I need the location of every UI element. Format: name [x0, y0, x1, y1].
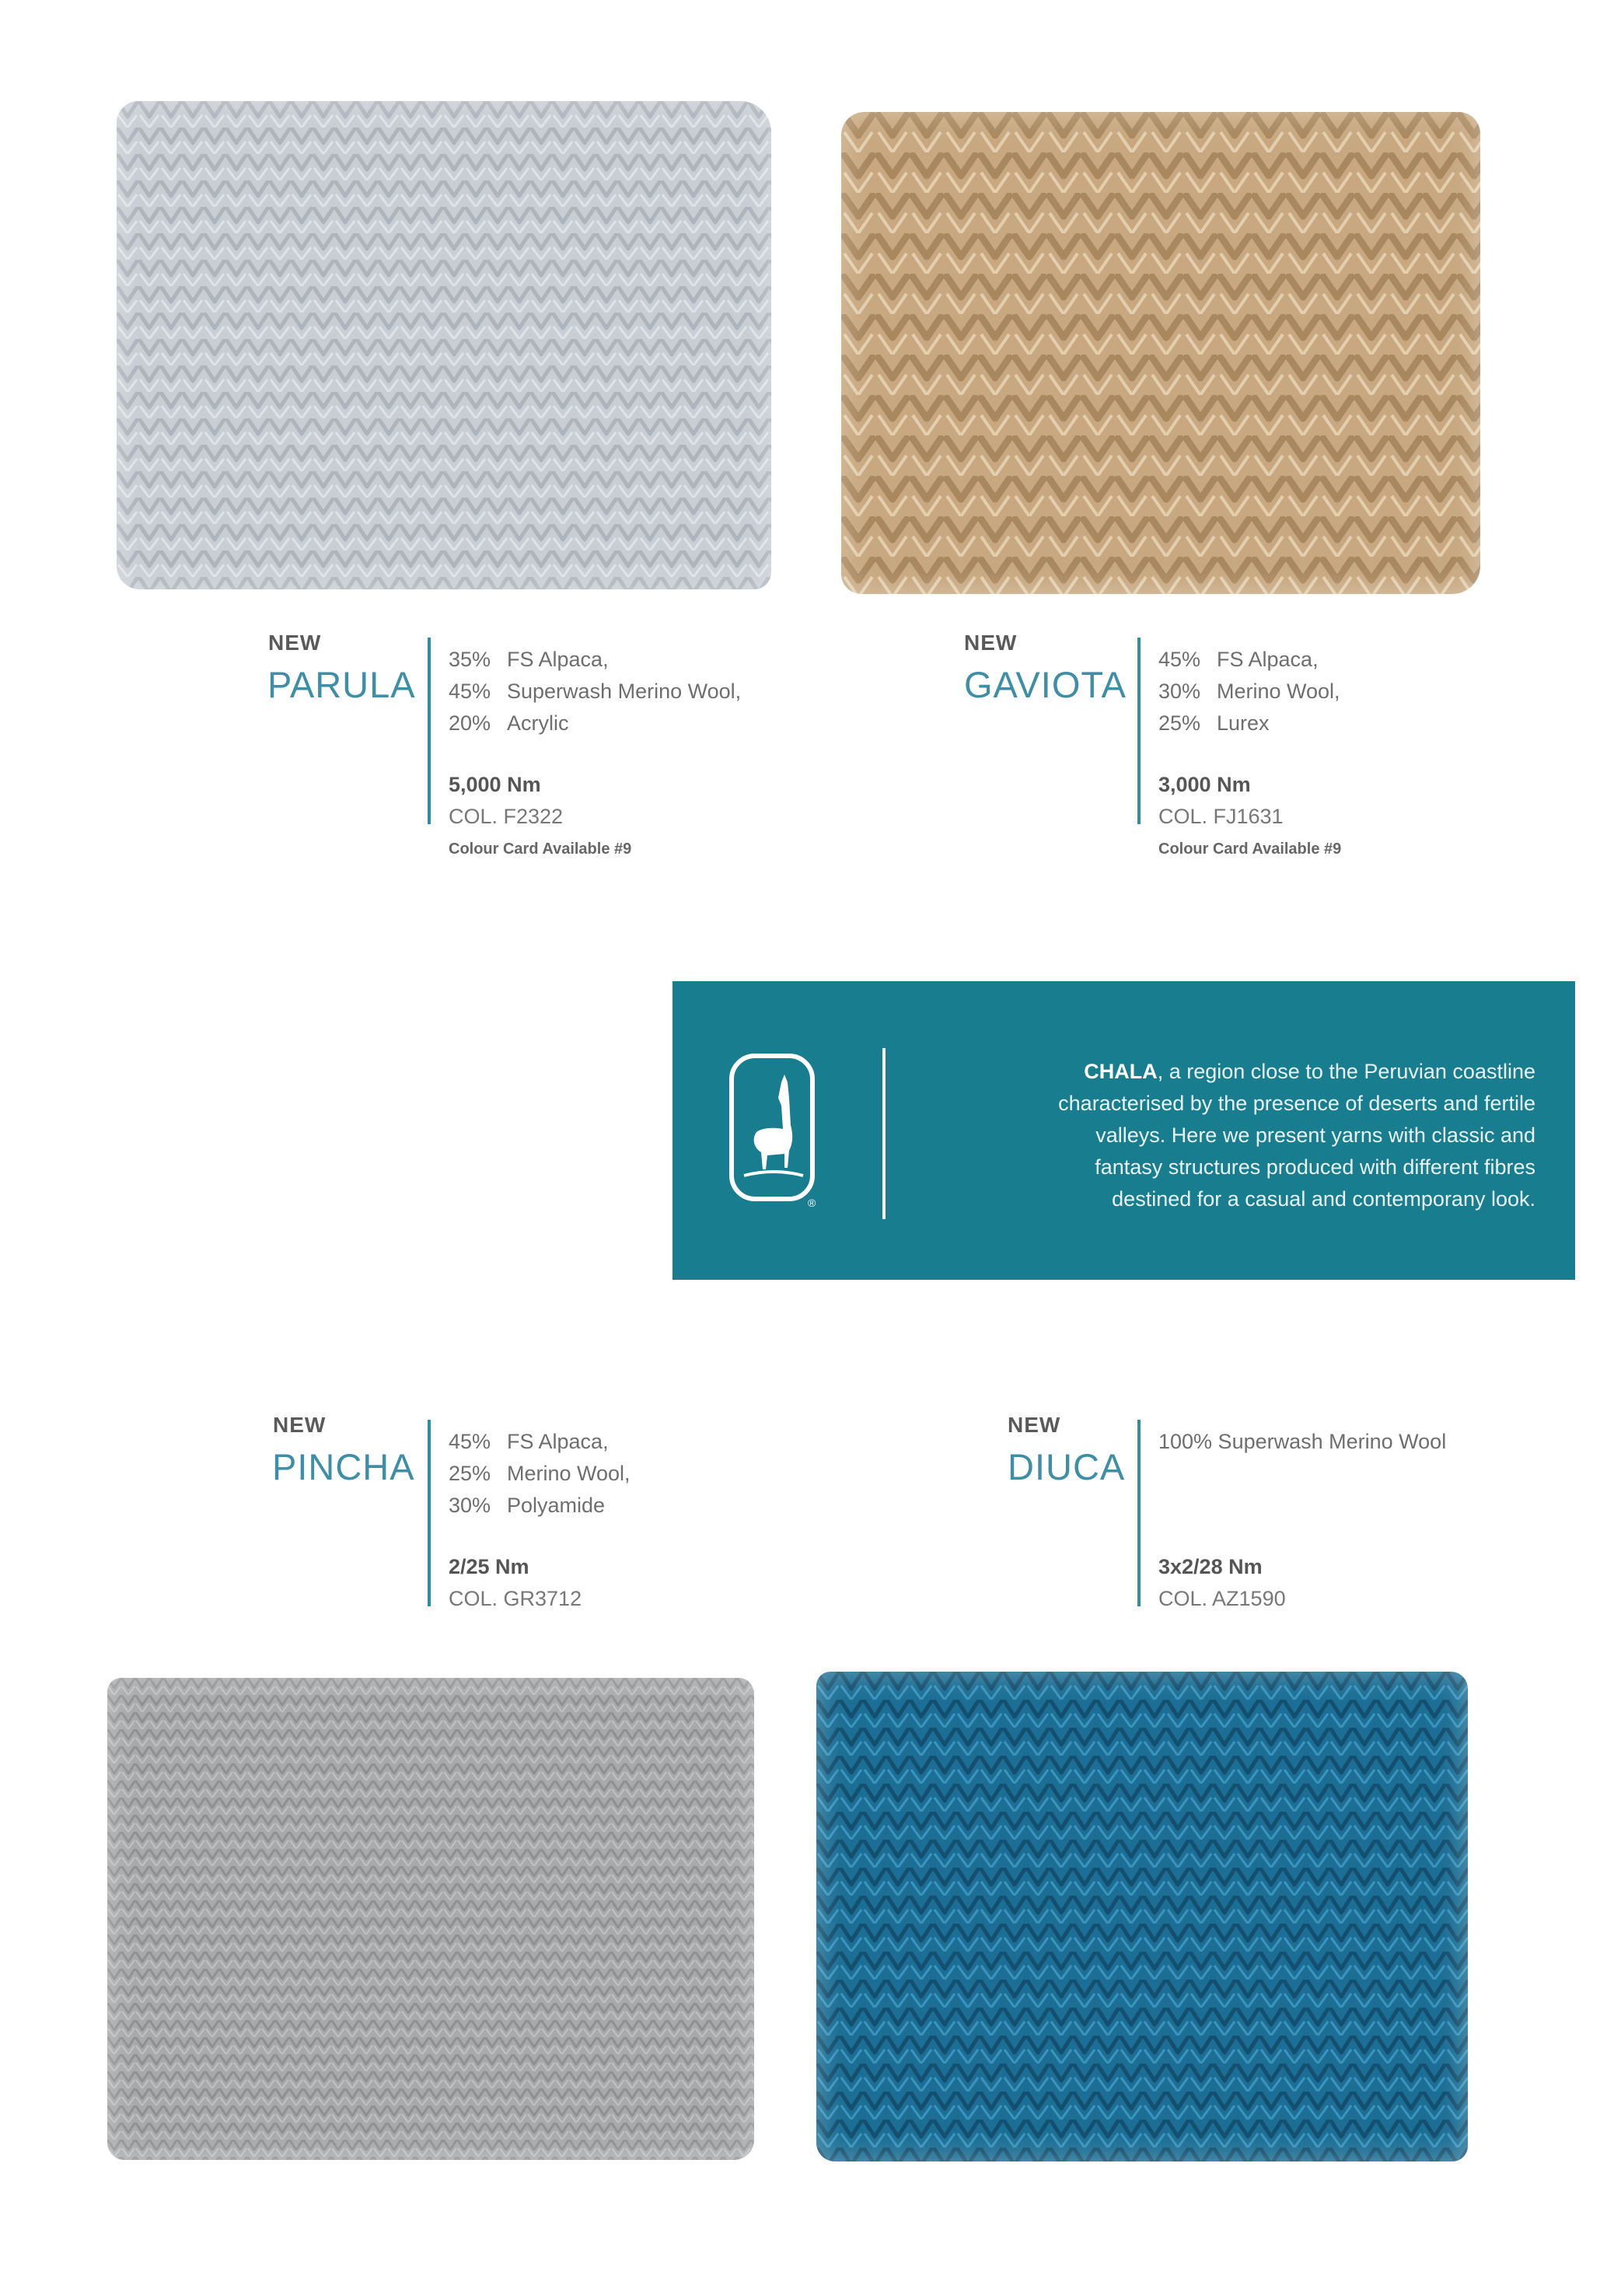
- parula-name: PARULA: [267, 664, 416, 705]
- diuca-yarn-count: 3x2/28 Nm: [1158, 1555, 1263, 1578]
- parula-yarn-count: 5,000 Nm: [449, 773, 541, 796]
- diuca-swatch-image: [816, 1672, 1468, 2161]
- banner-highlight: CHALA: [1084, 1060, 1158, 1083]
- gaviota-swatch-image: [841, 112, 1480, 594]
- gaviota-new-label: NEW: [964, 631, 1018, 655]
- parula-new-label: NEW: [268, 631, 322, 655]
- banner-description: CHALA, a region close to the Peruvian coastline characterised by the presence of deserts and fertile valleys. Here we present yarns with classic and fantasy structures produced with different fibres destined for a casual and contemporany look.: [1058, 1060, 1535, 1211]
- chala-banner: [672, 981, 1575, 1280]
- parula-swatch-image: [117, 101, 771, 589]
- diuca-name: DIUCA: [1008, 1446, 1126, 1487]
- banner-divider: [882, 1048, 886, 1219]
- diuca-divider: [1137, 1420, 1141, 1606]
- gaviota-yarn-count: 3,000 Nm: [1158, 773, 1251, 796]
- pincha-yarn-count: 2/25 Nm: [449, 1555, 529, 1578]
- diuca-colour-code: COL. AZ1590: [1158, 1587, 1286, 1610]
- pincha-swatch-image: [107, 1678, 754, 2160]
- diuca-new-label: NEW: [1008, 1413, 1061, 1437]
- pincha-colour-code: COL. GR3712: [449, 1587, 582, 1610]
- alpaca-logo-icon: [727, 1051, 820, 1207]
- pincha-divider: [428, 1420, 431, 1606]
- diuca-composition: 100% Superwash Merino Wool: [1158, 1430, 1447, 1453]
- parula-colour-code: COL. F2322: [449, 805, 564, 828]
- parula-colour-card: Colour Card Available #9: [449, 840, 632, 858]
- gaviota-divider: [1137, 638, 1141, 824]
- parula-divider: [428, 638, 431, 824]
- gaviota-colour-card: Colour Card Available #9: [1158, 840, 1342, 858]
- pincha-composition: 45% FS Alpaca, 25% Merino Wool, 30% Polyamide: [449, 1430, 631, 1517]
- parula-composition: 35% FS Alpaca, 45% Superwash Merino Wool, 20% Acrylic: [449, 648, 742, 735]
- gaviota-colour-code: COL. FJ1631: [1158, 805, 1284, 828]
- gaviota-name: GAVIOTA: [964, 664, 1127, 705]
- pincha-name: PINCHA: [272, 1446, 415, 1487]
- gaviota-composition: 45% FS Alpaca, 30% Merino Wool, 25% Lurex: [1158, 648, 1340, 735]
- registered-mark: ®: [808, 1197, 816, 1207]
- pincha-new-label: NEW: [273, 1413, 327, 1437]
